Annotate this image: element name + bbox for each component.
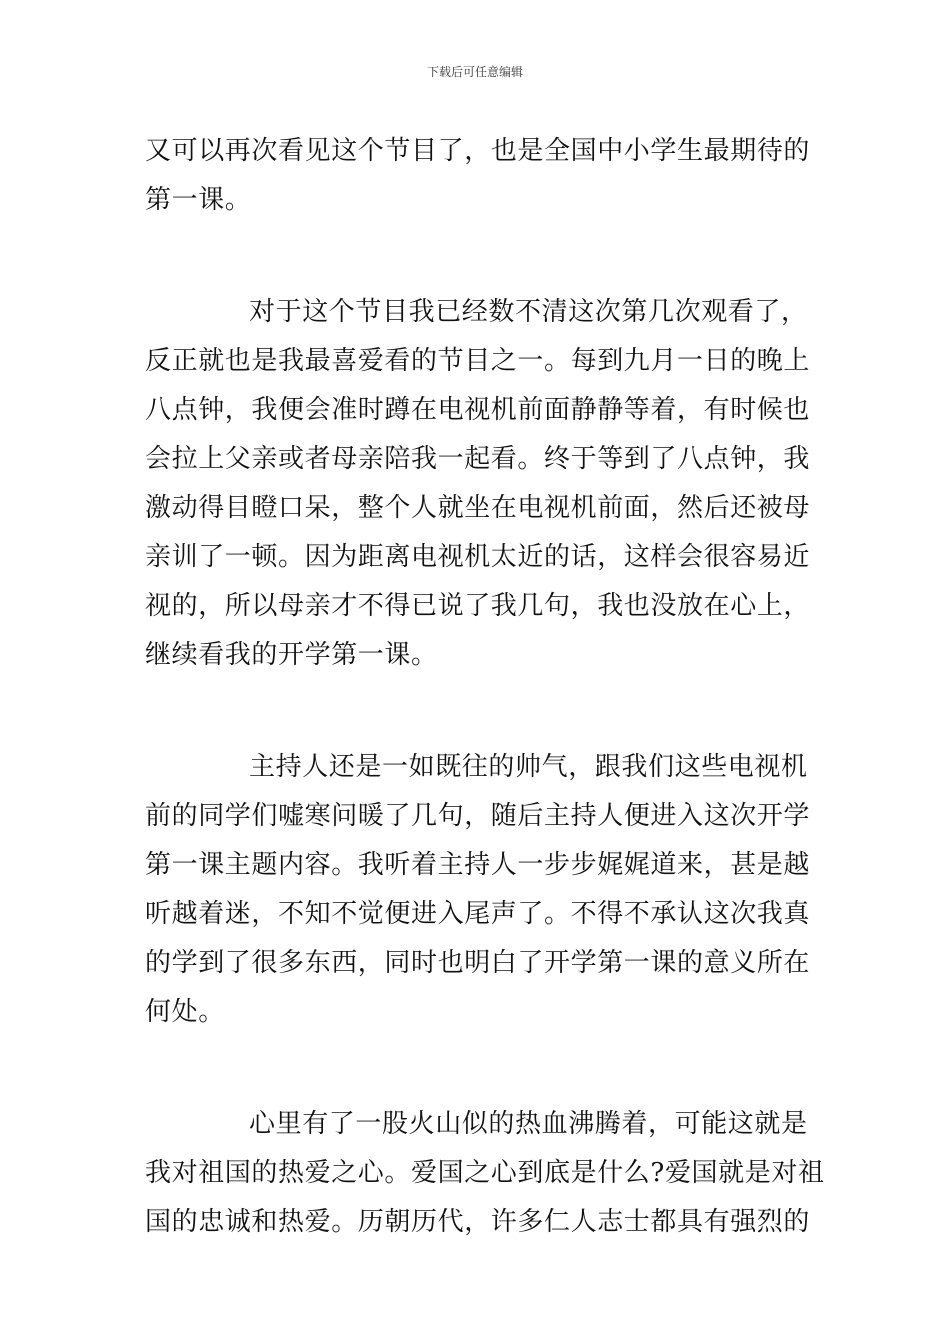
paragraph-4	[145, 1100, 825, 1247]
text-line: 又可以再次看见这个节目了，也是全国中小学生最期待的	[145, 136, 811, 166]
text-line: 激动得目瞪口呆，整个人就坐在电视机前面，然后还被母	[145, 493, 811, 523]
text-line-indented: 对于这个节目我已经数不清这次第几次观看了，	[249, 297, 808, 327]
paragraph-gap	[145, 680, 810, 743]
paragraph-gap	[145, 225, 810, 288]
text-line: 反正就也是我最喜爱看的节目之一。每到九月一日的晚上	[145, 346, 811, 376]
text-line: 继续看我的开学第一课。	[145, 640, 438, 670]
text-line: 亲训了一顿。因为距离电视机太近的话，这样会很容易近	[145, 542, 811, 572]
text-line: 会拉上父亲或者母亲陪我一起看。终于等到了八点钟，我	[145, 444, 811, 474]
text-line: 第一课。	[145, 185, 252, 215]
text-line: 国的忠诚和热爱。历朝历代，许多仁人志士都具有强烈的	[145, 1207, 811, 1237]
text-line: 的学到了很多东西，同时也明白了开学第一课的意义所在	[145, 948, 811, 978]
document-body	[145, 127, 825, 1247]
text-line-indented: 主持人还是一如既往的帅气，跟我们这些电视机	[249, 752, 808, 782]
text-line: 听越着迷，不知不觉便进入尾声了。不得不承认这次我真	[145, 899, 811, 929]
paragraph-2	[145, 288, 810, 680]
text-line: 前的同学们嘘寒问暖了几句，随后主持人便进入这次开学	[145, 801, 811, 831]
paragraph-3	[145, 743, 810, 1037]
text-line-indented: 心里有了一股火山似的热血沸腾着，可能这就是	[249, 1109, 808, 1139]
paragraph-1	[145, 127, 810, 225]
text-line: 八点钟，我便会准时蹲在电视机前面静静等着，有时候也	[145, 395, 811, 425]
text-line: 视的，所以母亲才不得已说了我几句，我也没放在心上，	[145, 591, 811, 621]
text-line: 第一课主题内容。我听着主持人一步步娓娓道来，甚是越	[145, 850, 811, 880]
text-line: 我对祖国的热爱之心。爱国之心到底是什么?爱国就是对祖	[145, 1158, 825, 1188]
text-line: 何处。	[145, 997, 225, 1027]
paragraph-gap	[145, 1037, 810, 1100]
page-header: 下载后可任意编辑	[426, 65, 523, 79]
